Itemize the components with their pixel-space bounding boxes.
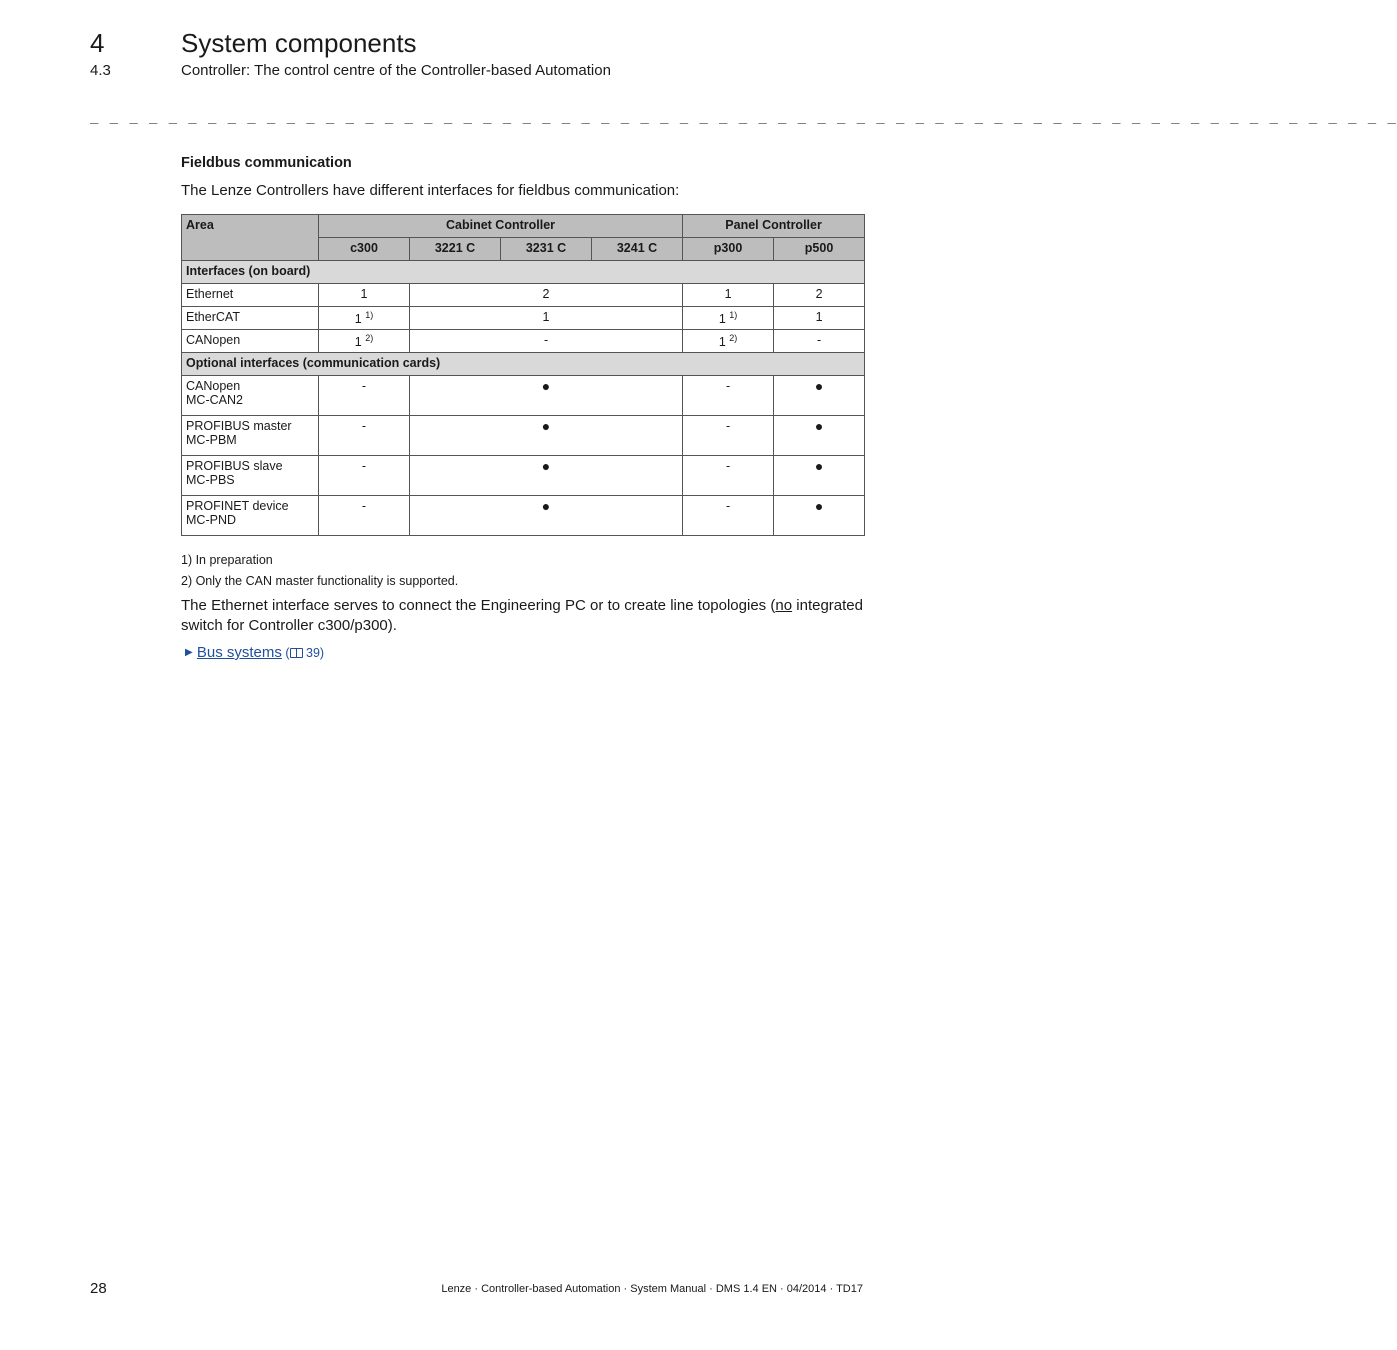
- table-row: [182, 284, 865, 307]
- bus-systems-link-line[interactable]: [185, 644, 324, 661]
- cell: -: [683, 496, 774, 536]
- cell: -: [319, 496, 410, 536]
- section-title: Controller: The control centre of the Controller-based Automation: [181, 62, 611, 79]
- header-panel-controller: Panel Controller: [683, 215, 865, 238]
- arrow-right-icon: ▶: [185, 647, 193, 658]
- group-header: Interfaces (on board): [182, 261, 865, 284]
- header-area: Area: [182, 215, 319, 261]
- group-header: Optional interfaces (communication cards): [182, 353, 865, 376]
- row-label-line: CANopen: [186, 379, 241, 394]
- row-label-line: MC-CAN2: [186, 393, 243, 408]
- row-label: [182, 376, 319, 416]
- table-row: [182, 330, 865, 353]
- section-number: 4.3: [90, 62, 111, 79]
- cell: -: [683, 376, 774, 416]
- header-col: p300: [683, 238, 774, 261]
- cell: 1: [319, 284, 410, 307]
- header-col: p500: [774, 238, 865, 261]
- para-text: The Ethernet interface serves to connect the Engineering PC or to create line topologies (: [181, 597, 776, 614]
- row-label-line: PROFINET device: [186, 499, 289, 514]
- header-col: 3241 C: [592, 238, 683, 261]
- cell: [683, 307, 774, 330]
- cell: [319, 307, 410, 330]
- cell: 1: [774, 307, 865, 330]
- cell-dot: ●: [774, 376, 865, 416]
- footnote-ref: 1): [365, 310, 374, 320]
- page-ref[interactable]: 39): [302, 646, 325, 660]
- row-label: [182, 456, 319, 496]
- cell: 1: [683, 284, 774, 307]
- header-dashed-rule: _ _ _ _ _ _ _ _ _ _ _ _ _ _ _ _ _ _ _ _ _ _ _ _ _ _ _ _ _ _ _ _ _ _ _ _ _ _ _ _ _ _ _ _ _ _ _ _ _ _ _ _ _ _ _ _ _ _ _ _ _ _ _ _ _ _ _: [90, 108, 1397, 124]
- cell-dot: ●: [774, 416, 865, 456]
- bus-systems-link[interactable]: Bus systems: [196, 644, 282, 661]
- cell: -: [410, 330, 683, 353]
- row-label: EtherCAT: [182, 307, 319, 330]
- table-row: [182, 456, 865, 496]
- header-col: c300: [319, 238, 410, 261]
- row-label-line: PROFIBUS master: [186, 419, 292, 434]
- row-label: [182, 496, 319, 536]
- ethernet-paragraph: [181, 596, 863, 636]
- cell: 2: [410, 284, 683, 307]
- table-row: [182, 416, 865, 456]
- fieldbus-table: [181, 214, 865, 536]
- cell-dot: ●: [410, 376, 683, 416]
- cell: -: [774, 330, 865, 353]
- header-col: 3221 C: [410, 238, 501, 261]
- row-label-line: MC-PND: [186, 513, 236, 528]
- para-text: integrated switch for Controller c300/p300).: [181, 597, 863, 634]
- cell: -: [683, 456, 774, 496]
- cell-dot: ●: [410, 456, 683, 496]
- chapter-number: 4: [90, 28, 105, 58]
- table-row: [182, 496, 865, 536]
- row-label: CANopen: [182, 330, 319, 353]
- cell: 1: [410, 307, 683, 330]
- header-col: 3231 C: [501, 238, 592, 261]
- intro-text: The Lenze Controllers have different interfaces for fieldbus communication:: [181, 182, 680, 199]
- row-label-line: MC-PBM: [186, 433, 237, 448]
- footnote-ref: 2): [365, 333, 374, 344]
- footnote-2: 2) Only the CAN master functionality is supported.: [181, 574, 459, 588]
- footnote-1: 1) In preparation: [181, 553, 273, 567]
- cell-dot: ●: [774, 496, 865, 536]
- chapter-title: System components: [181, 28, 417, 58]
- page-number: 28: [90, 1280, 107, 1297]
- cell-value: 1: [354, 312, 362, 327]
- cell: -: [683, 416, 774, 456]
- cell-value: 1: [718, 312, 726, 327]
- cell-dot: ●: [774, 456, 865, 496]
- table-row: [182, 376, 865, 416]
- cell-dot: ●: [410, 496, 683, 536]
- cell-value: 1: [718, 335, 726, 350]
- cell: -: [319, 456, 410, 496]
- row-label: [182, 416, 319, 456]
- subheading: Fieldbus communication: [181, 155, 352, 171]
- cell-value: 1: [354, 335, 362, 350]
- cell: -: [319, 416, 410, 456]
- cell: 2: [774, 284, 865, 307]
- cell: [319, 330, 410, 353]
- cell: [683, 330, 774, 353]
- cell-dot: ●: [410, 416, 683, 456]
- footnote-ref: 2): [729, 333, 738, 344]
- header-cabinet-controller: Cabinet Controller: [319, 215, 683, 238]
- footnote-ref: 1): [729, 310, 738, 320]
- table-row: [182, 307, 865, 330]
- para-underlined: no: [775, 597, 793, 614]
- row-label: Ethernet: [182, 284, 319, 307]
- footer-doc-info: Lenze · Controller-based Automation · System Manual · DMS 1.4 EN · 04/2014 · TD17: [441, 1283, 863, 1295]
- row-label-line: PROFIBUS slave: [186, 459, 283, 474]
- row-label-line: MC-PBS: [186, 473, 235, 488]
- book-icon: [290, 648, 303, 658]
- cell: -: [319, 376, 410, 416]
- page-ref-open: (: [281, 646, 290, 660]
